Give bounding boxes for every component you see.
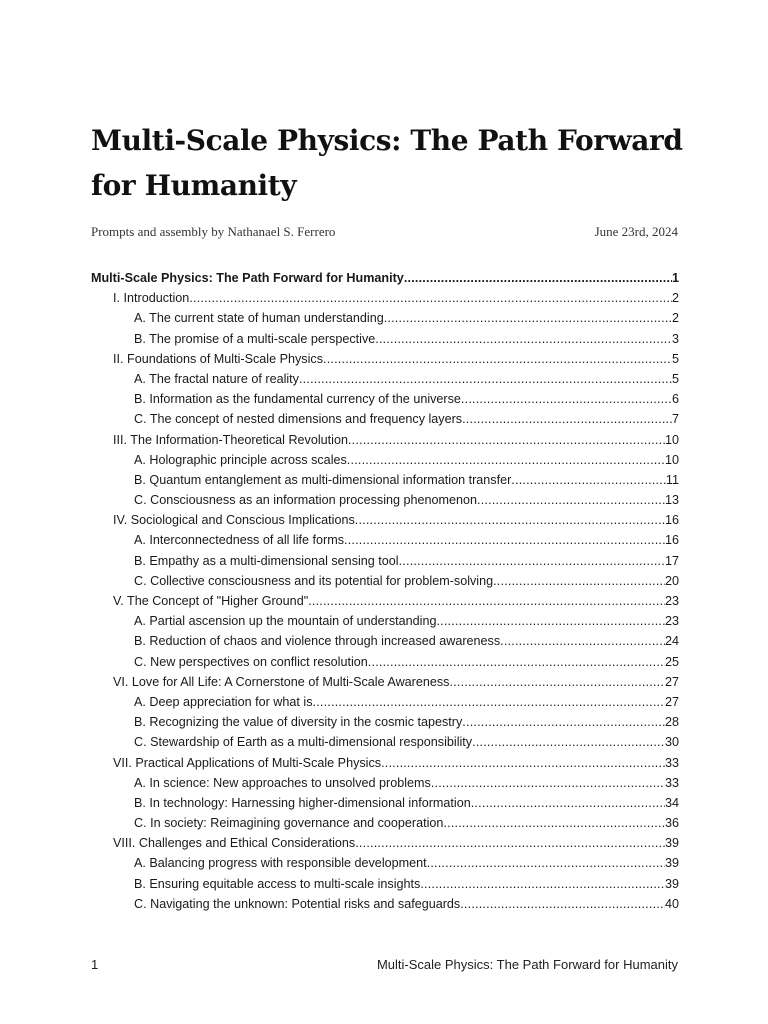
toc-entry[interactable] xyxy=(91,571,679,591)
toc-entry-label: Multi-Scale Physics: The Path Forward for Humanity xyxy=(91,271,404,285)
toc-entry[interactable] xyxy=(91,874,679,894)
toc-entry-label: A. The current state of human understanding xyxy=(134,311,384,326)
toc-entry[interactable] xyxy=(91,430,679,450)
toc-entry-page: 11 xyxy=(665,472,679,487)
toc-entry-label: II. Foundations of Multi-Scale Physics xyxy=(113,351,323,366)
toc-entry-page: 7 xyxy=(671,412,679,427)
document-date: June 23rd, 2024 xyxy=(594,224,678,239)
toc-entry-label: C. Collective consciousness and its potential for problem-solving xyxy=(134,573,494,588)
toc-entry-page: 2 xyxy=(671,291,679,306)
toc-entry[interactable] xyxy=(91,833,679,853)
toc-entry-page: 6 xyxy=(671,392,679,407)
toc-entry[interactable] xyxy=(91,288,679,308)
toc-entry[interactable] xyxy=(91,369,679,389)
toc-entry-label: B. In technology: Harnessing higher-dimensional information xyxy=(134,795,471,810)
toc-entry-label: B. The promise of a multi-scale perspective xyxy=(134,331,376,346)
toc-entry-label: C. New perspectives on conflict resolution xyxy=(134,654,368,669)
toc-dot-leader xyxy=(384,308,672,328)
toc-dot-leader xyxy=(347,450,665,470)
toc-entry-page: 20 xyxy=(664,573,679,588)
toc-entry[interactable] xyxy=(91,793,679,813)
toc-entry-label: A. The fractal nature of reality xyxy=(134,371,299,386)
toc-entry[interactable] xyxy=(91,591,679,611)
toc-entry-page: 40 xyxy=(664,896,679,911)
toc-entry-page: 25 xyxy=(664,654,679,669)
toc-entry[interactable] xyxy=(91,510,679,530)
toc-dot-leader xyxy=(472,732,665,752)
toc-dot-leader xyxy=(308,591,665,611)
page-footer xyxy=(91,957,678,977)
toc-entry-label: B. Reduction of chaos and violence through increased awareness xyxy=(134,634,501,649)
toc-entry-label: A. Interconnectedness of all life forms xyxy=(134,533,344,548)
toc-dot-leader xyxy=(348,430,665,450)
toc-entry[interactable] xyxy=(91,409,679,429)
toc-entry-label: B. Information as the fundamental currency of the universe xyxy=(134,392,461,407)
toc-entry[interactable] xyxy=(91,732,679,752)
toc-dot-leader xyxy=(375,329,672,349)
toc-entry-label: A. Partial ascension up the mountain of understanding xyxy=(134,614,437,629)
toc-entry-page: 5 xyxy=(671,351,679,366)
toc-entry-page: 16 xyxy=(664,513,679,528)
toc-entry-label: A. Holographic principle across scales xyxy=(134,452,347,467)
toc-entry-label: C. Stewardship of Earth as a multi-dimensional responsibility xyxy=(134,735,473,750)
toc-dot-leader xyxy=(431,773,665,793)
toc-dot-leader xyxy=(493,571,665,591)
author-line: Prompts and assembly by Nathanael S. Ferrero xyxy=(91,224,336,239)
toc-entry-label: V. The Concept of "Higher Ground" xyxy=(113,594,309,608)
toc-entry[interactable] xyxy=(91,853,679,873)
toc-entry-page: 10 xyxy=(664,452,679,467)
toc-entry-label: B. Ensuring equitable access to multi-scale insights xyxy=(134,876,421,891)
toc-dot-leader xyxy=(323,349,672,369)
toc-entry[interactable] xyxy=(91,611,679,631)
toc-entry-label: VII. Practical Applications of Multi-Scale Physics xyxy=(113,755,382,770)
toc-dot-leader xyxy=(460,894,665,914)
toc-entry-page: 23 xyxy=(664,594,679,608)
footer-page-number: 1 xyxy=(91,957,99,972)
toc-entry[interactable] xyxy=(91,712,679,732)
toc-dot-leader xyxy=(462,712,665,732)
toc-dot-leader xyxy=(461,389,672,409)
toc-entry-label: VI. Love for All Life: A Cornerstone of Multi-Scale Awareness xyxy=(113,674,450,689)
toc-entry-page: 23 xyxy=(664,614,679,629)
document-title: Multi-Scale Physics: The Path Forward for Humanity xyxy=(91,124,683,202)
toc-entry-label: B. Recognizing the value of diversity in the cosmic tapestry xyxy=(134,715,463,730)
toc-entry-page: 36 xyxy=(664,816,679,831)
toc-entry[interactable] xyxy=(91,470,679,490)
toc-entry-page: 27 xyxy=(664,674,679,689)
toc-entry[interactable] xyxy=(91,753,679,773)
toc-entry-page: 39 xyxy=(664,876,679,891)
toc-dot-leader xyxy=(420,874,665,894)
toc-entry-page: 17 xyxy=(664,553,679,568)
toc-entry[interactable] xyxy=(91,530,679,550)
toc-entry[interactable] xyxy=(91,652,679,672)
toc-entry-label: I. Introduction xyxy=(113,291,190,306)
toc-dot-leader xyxy=(313,692,665,712)
toc-dot-leader xyxy=(511,470,666,490)
toc-entry-label: C. The concept of nested dimensions and frequency layers xyxy=(134,412,463,427)
toc-entry[interactable] xyxy=(91,631,679,651)
toc-dot-leader xyxy=(299,369,672,389)
toc-entry-label: III. The Information-Theoretical Revolution xyxy=(113,432,348,447)
toc-entry[interactable] xyxy=(91,813,679,833)
toc-entry[interactable] xyxy=(91,389,679,409)
toc-entry-page: 2 xyxy=(671,311,679,326)
toc-entry-label: B. Quantum entanglement as multi-dimensional information transfer xyxy=(134,472,512,487)
toc-entry[interactable] xyxy=(91,894,679,914)
toc-dot-leader xyxy=(462,409,672,429)
toc-entry[interactable] xyxy=(91,308,679,328)
toc-dot-leader xyxy=(471,793,665,813)
toc-entry-label: C. Consciousness as an information processing phenomenon xyxy=(134,493,478,508)
toc-entry-page: 28 xyxy=(664,715,679,730)
toc-entry-page: 30 xyxy=(664,735,679,750)
toc-entry-page: 1 xyxy=(671,271,679,285)
toc-dot-leader xyxy=(427,853,665,873)
toc-entry-page: 27 xyxy=(664,694,679,709)
toc-dot-leader xyxy=(381,753,665,773)
toc-entry-page: 39 xyxy=(664,856,679,871)
toc-dot-leader xyxy=(189,288,672,308)
toc-entry-page: 5 xyxy=(671,371,679,386)
toc-dot-leader xyxy=(477,490,665,510)
toc-entry-page: 34 xyxy=(664,795,679,810)
toc-entry-label: IV. Sociological and Conscious Implications xyxy=(113,513,355,528)
toc-entry-page: 39 xyxy=(664,836,679,851)
toc-entry[interactable] xyxy=(91,329,679,349)
toc-entry-label: A. Balancing progress with responsible development xyxy=(134,856,427,871)
toc-dot-leader xyxy=(355,833,665,853)
toc-dot-leader xyxy=(368,652,665,672)
toc-dot-leader xyxy=(404,268,672,288)
toc-dot-leader xyxy=(449,672,665,692)
table-of-contents xyxy=(91,268,679,914)
toc-entry[interactable] xyxy=(91,490,679,510)
toc-dot-leader xyxy=(344,530,665,550)
toc-entry-page: 33 xyxy=(664,775,679,790)
toc-entry-page: 16 xyxy=(664,533,679,548)
toc-entry-page: 24 xyxy=(664,634,679,649)
toc-entry[interactable] xyxy=(91,450,679,470)
toc-entry[interactable] xyxy=(91,672,679,692)
toc-entry-label: VIII. Challenges and Ethical Considerations xyxy=(113,836,356,851)
toc-dot-leader xyxy=(500,631,665,651)
toc-entry-page: 3 xyxy=(671,331,679,346)
footer-running-title: Multi-Scale Physics: The Path Forward for Humanity xyxy=(376,957,678,972)
toc-entry[interactable] xyxy=(91,692,679,712)
toc-entry-page: 13 xyxy=(664,493,679,508)
toc-dot-leader xyxy=(436,611,665,631)
toc-entry-label: A. Deep appreciation for what is xyxy=(134,694,313,709)
toc-dot-leader xyxy=(443,813,665,833)
toc-entry[interactable] xyxy=(91,551,679,571)
toc-entry[interactable] xyxy=(91,349,679,369)
toc-entry-label: C. In society: Reimagining governance and cooperation xyxy=(134,816,444,831)
toc-dot-leader xyxy=(399,551,665,571)
toc-entry-page: 10 xyxy=(664,432,679,447)
toc-entry-label: C. Navigating the unknown: Potential risks and safeguards xyxy=(134,896,461,911)
toc-entry[interactable] xyxy=(91,773,679,793)
toc-entry-label: A. In science: New approaches to unsolved problems xyxy=(134,775,431,790)
toc-entry-label: B. Empathy as a multi-dimensional sensing tool xyxy=(134,553,399,568)
toc-dot-leader xyxy=(355,510,665,530)
toc-entry[interactable] xyxy=(91,268,679,288)
document-meta xyxy=(91,224,678,244)
toc-entry-page: 33 xyxy=(664,755,679,770)
